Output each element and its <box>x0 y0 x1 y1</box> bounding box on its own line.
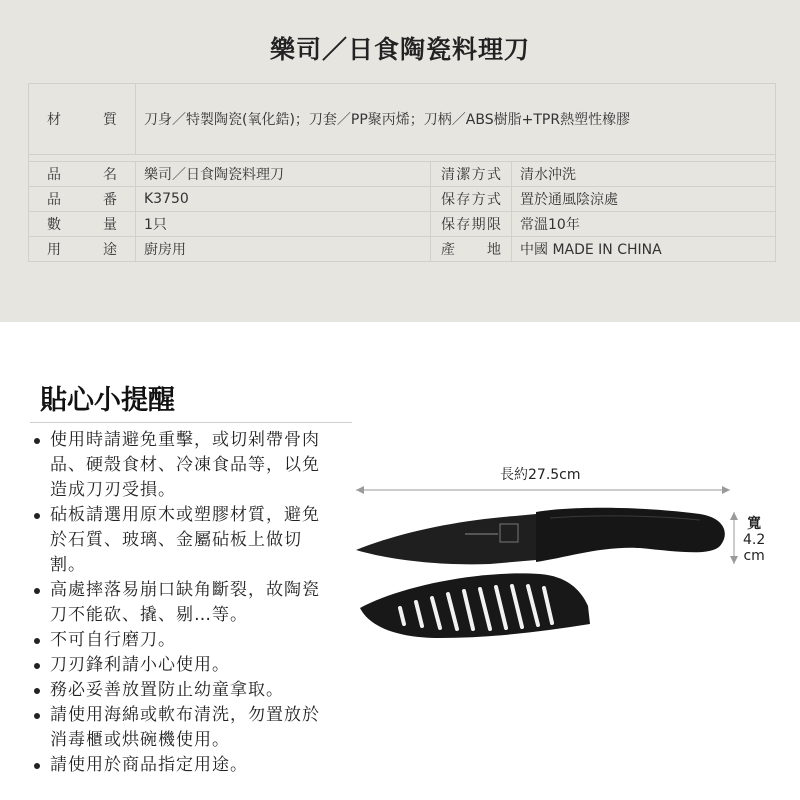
spec-row-material <box>29 84 776 155</box>
sheath-icon <box>360 573 590 638</box>
spec-row <box>29 162 776 187</box>
spec-value: 刀身／特製陶瓷(氧化鋯)；刀套／PP聚丙烯；刀柄／ABS樹脂+TPR熱塑性橡膠 <box>136 84 776 155</box>
width-label-text: 寬 <box>747 516 762 532</box>
tips-divider <box>30 422 352 423</box>
spec-label: 產 地 <box>431 237 512 262</box>
spec-row <box>29 212 776 237</box>
tip-item: 不可自行磨刀。 <box>28 628 328 653</box>
spec-label: 保存期限 <box>431 212 512 237</box>
spec-value: 樂司／日食陶瓷料理刀 <box>136 162 431 187</box>
spec-table <box>28 83 776 262</box>
spec-value: 中國 MADE IN CHINA <box>512 237 776 262</box>
tip-item: 請使用海綿或軟布清洗，勿置放於消毒櫃或烘碗機使用。 <box>28 703 328 753</box>
product-title: 樂司／日食陶瓷料理刀 <box>269 35 530 64</box>
knife-icon <box>356 508 725 565</box>
spec-label: 清潔方式 <box>431 162 512 187</box>
spec-label: 品 番 <box>29 187 136 212</box>
spec-value: 1只 <box>136 212 431 237</box>
length-label: 長約27.5cm <box>500 467 581 483</box>
spec-panel <box>0 0 800 322</box>
spec-value: 清水沖洗 <box>512 162 776 187</box>
tips-heading: 貼心小提醒 <box>40 385 175 416</box>
tip-item: 務必妥善放置防止幼童拿取。 <box>28 678 328 703</box>
spec-label: 保存方式 <box>431 187 512 212</box>
tip-item: 使用時請避免重擊，或切剁帶骨肉品、硬殼食材、冷凍食品等，以免造成刀刃受損。 <box>28 428 328 503</box>
tip-item: 請使用於商品指定用途。 <box>28 753 328 778</box>
width-value: 4.2 <box>743 532 766 548</box>
spec-label: 用 途 <box>29 237 136 262</box>
width-unit: cm <box>743 548 765 564</box>
spec-row <box>29 237 776 262</box>
spec-label: 材 質 <box>29 84 136 155</box>
spec-label: 品 名 <box>29 162 136 187</box>
knife-illustration <box>340 478 760 658</box>
length-arrow <box>356 486 730 494</box>
spec-value: 廚房用 <box>136 237 431 262</box>
width-arrow <box>730 512 738 564</box>
tip-item: 刀刃鋒利請小心使用。 <box>28 653 328 678</box>
tip-item: 砧板請選用原木或塑膠材質，避免於石質、玻璃、金屬砧板上做切割。 <box>28 503 328 578</box>
spec-value: 常溫10年 <box>512 212 776 237</box>
tips-list <box>28 428 328 778</box>
tip-item: 高處摔落易崩口缺角斷裂，故陶瓷刀不能砍、撬、剔…等。 <box>28 578 328 628</box>
spec-value: 置於通風陰涼處 <box>512 187 776 212</box>
spec-divider <box>29 155 776 162</box>
spec-value: K3750 <box>136 187 431 212</box>
spec-row <box>29 187 776 212</box>
spec-label: 數 量 <box>29 212 136 237</box>
